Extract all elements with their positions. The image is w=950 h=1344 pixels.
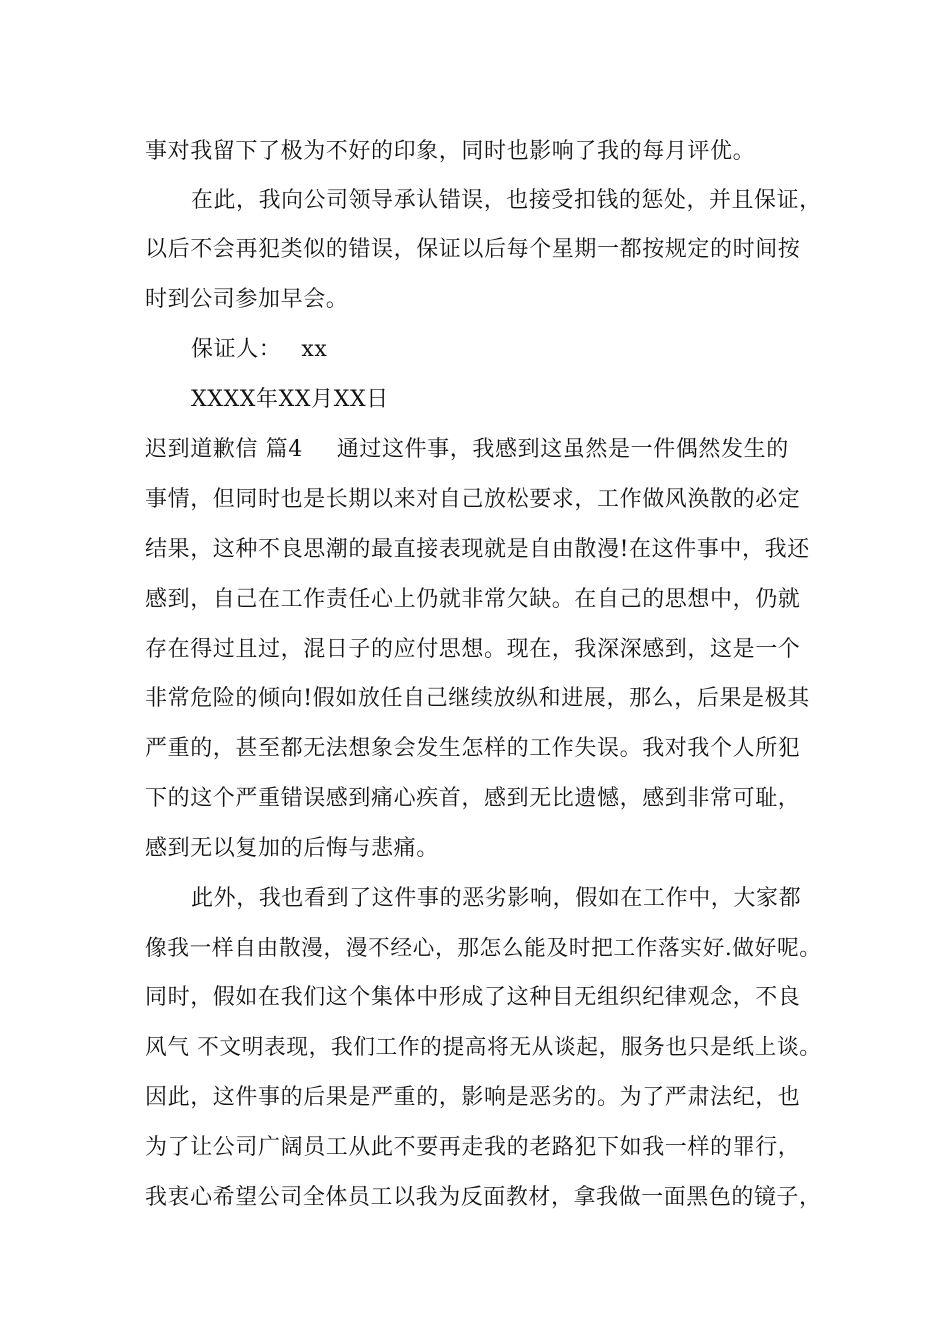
section-line	[145, 436, 789, 464]
text-line: 通过这件事，我感到这虽然是一件偶然发生的	[336, 437, 789, 462]
text-line: 因此，这件事的后果是严重的，影响是恶劣的。为了严肃法纪，也	[145, 1085, 801, 1110]
text-line: 以后不会再犯类似的错误，保证以后每个星期一都按规定的时间按	[145, 237, 801, 262]
text-line: 结果，这种不良思潮的最直接表现就是自由散漫!在这件事中，我还	[145, 537, 810, 562]
guarantor-label: 保证人：	[191, 337, 282, 362]
text-line: 存在得过且过，混日子的应付思想。现在，我深深感到，这是一个	[145, 637, 801, 662]
guarantor-name: xx	[301, 337, 328, 362]
text-line: 下的这个严重错误感到痛心疾首，感到无比遗憾，感到非常可耻，	[145, 786, 801, 811]
date-line: XXXX年XX月XX日	[191, 387, 389, 412]
text-line: 感到，自己在工作责任心上仍就非常欠缺。在自己的思想中，仍就	[145, 587, 801, 612]
text-line: 同时，假如在我们这个集体中形成了这种目无组织纪律观念，不良	[145, 985, 801, 1010]
text-line: 非常危险的倾向!假如放任自己继续放纵和进展，那么，后果是极其	[145, 686, 810, 711]
text-line: 在此，我向公司领导承认错误，也接受扣钱的惩处，并且保证，	[191, 188, 822, 213]
text-line: 像我一样自由散漫，漫不经心，那怎么能及时把工作落实好.做好呢。	[145, 936, 822, 961]
section-heading: 迟到道歉信 篇4	[145, 437, 303, 462]
text-line: 风气 不文明表现，我们工作的提高将无从谈起，服务也只是纸上谈。	[145, 1035, 822, 1060]
text-line: 事情，但同时也是长期以来对自己放松要求，工作做风涣散的必定	[145, 487, 801, 512]
text-line: 为了让公司广阔员工从此不要再走我的老路犯下如我一样的罪行，	[145, 1135, 801, 1160]
text-line: 事对我留下了极为不好的印象，同时也影响了我的每月评优。	[145, 139, 756, 164]
guarantor-line	[191, 336, 327, 364]
text-line: 严重的，甚至都无法想象会发生怎样的工作失误。我对我个人所犯	[145, 736, 801, 761]
text-line: 时到公司参加早会。	[145, 287, 349, 312]
text-line: 我衷心希望公司全体员工以我为反面教材，拿我做一面黑色的镜子，	[145, 1185, 822, 1210]
text-line: 感到无以复加的后悔与悲痛。	[145, 836, 439, 861]
text-line: 此外，我也看到了这件事的恶劣影响，假如在工作中，大家都	[191, 886, 802, 911]
